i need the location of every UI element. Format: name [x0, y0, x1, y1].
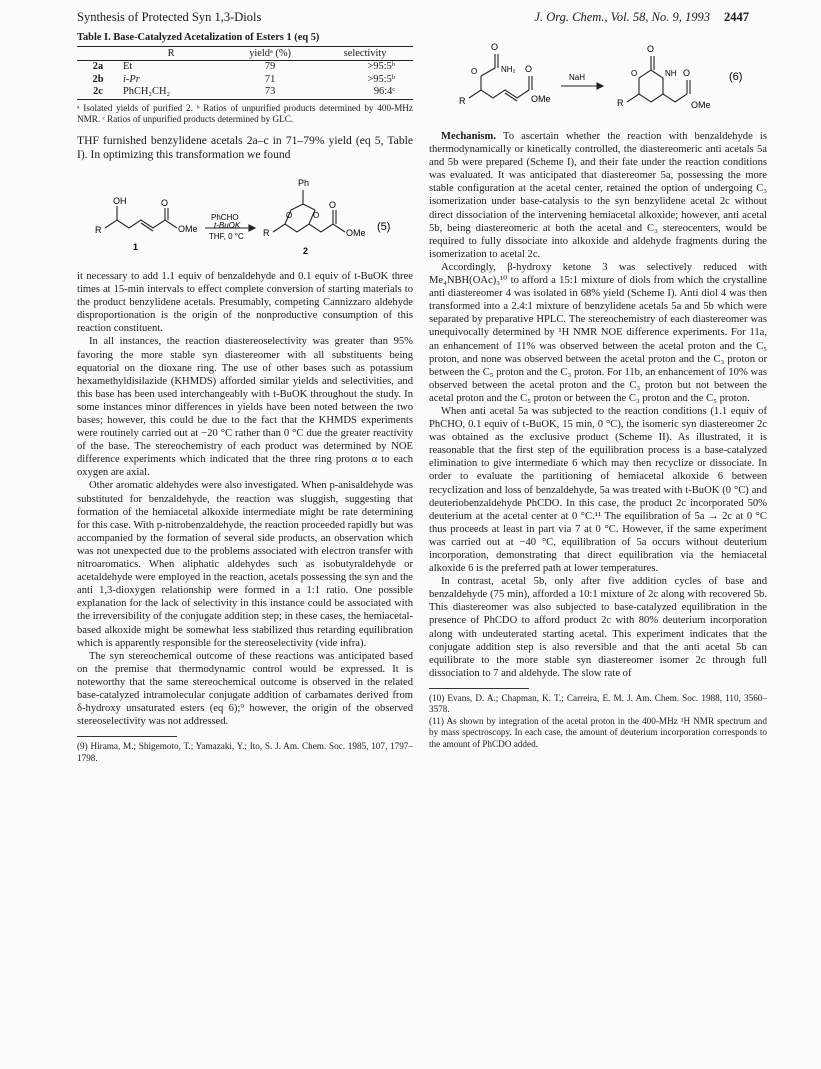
paragraph: In contrast, acetal 5b, only after five addition cycles of base and benzaldehyde (75 min), afforded a 10:1 mixture of 2c along with recovered 5b. This diastereomer was also subjected to base-catalyzed equilibration in the presence of PhCDO to afford product 2c with 80% deuterium incorporation along with undeuterated starting acetal. This experiment indicates that the conjugate addition step is also reversible and that the anti acetal 5b can equilibrate to the more stable syn diastereomer isomer 2c through full dissociation to 7 and aldehyde. The slow rate of — [429, 576, 767, 679]
row-selectivity: >95:5ᵇ — [367, 73, 395, 85]
ester-carbonyl-o-label: O — [525, 64, 533, 74]
footnote: (11) As shown by integration of the acetal proton in the 400-MHz ¹H NMR spectrum and by mass spectroscopy. In each case, the amount of deuterium incorporation corresponds to the amount of PhCDO added. — [429, 715, 767, 749]
footnote-divider — [77, 736, 177, 737]
row-selectivity: >95:5ᵇ — [367, 61, 395, 72]
reagent-nah: NaH — [569, 73, 586, 82]
ph-label: Ph — [298, 177, 310, 188]
compound-2-label: 2 — [303, 245, 309, 256]
table-footnotes: ᵃ Isolated yields of purified 2. ᵇ Ratios of unpurified products determined by 400-MHz NMR. ᶜ Ratios of unpurified products determined by GLC. — [77, 102, 413, 125]
ome-label: OMe — [178, 223, 198, 234]
col-header-yield: yieldᵃ (%) — [223, 47, 317, 61]
equation-5-number: (5) — [377, 220, 391, 233]
r-label-product: R — [263, 227, 270, 238]
carbonyl-o-label: O — [161, 197, 169, 208]
carbonyl-o-label: O — [491, 42, 499, 52]
row-id: 2c — [77, 86, 119, 99]
table-row — [77, 74, 413, 87]
carbonyl-o-label-product: O — [329, 199, 337, 210]
reagent-benzaldehyde: PhCHO — [211, 212, 239, 222]
row-yield: 73 — [223, 86, 317, 99]
table-label: Table I. — [77, 32, 111, 43]
product-ester-o-label: O — [683, 68, 691, 78]
ester-o-label: O — [471, 67, 478, 76]
table-row — [77, 61, 413, 74]
equation-6-scheme — [429, 30, 767, 122]
ome-label-product: OMe — [691, 100, 711, 110]
equation-6-number: (6) — [729, 71, 743, 83]
r-label-product: R — [617, 98, 624, 108]
footnote: (9) Hirama, M.; Shigemoto, T.; Yamazaki, Y.; Ito, S. J. Am. Chem. Soc. 1985, 107, 1797–1798. — [77, 741, 413, 763]
col-header-r: R — [119, 47, 223, 61]
equation-6-structure — [429, 30, 767, 122]
col-header-id — [77, 47, 119, 61]
paragraph-body: To ascertain whether the reaction with benzaldehyde is thermodynamically or kinetically controlled, the diastereomeric anti acetals 5a and 5b were prepared (Scheme I), and their fate under the reaction conditions was evaluated. It was anticipated that diastereomer 5a, possessing the more stable configuration at the acetal center, retained the option of undergoing C₃ isomerization under base-catalysis to the syn benzylidene acetal 2c without direct dissociation of the intervening hemiacetal alkoxide; however, anti acetal 5b, being diastereomeric at both the acetal and C₃ stereocenters, would be required to fully dissociate into alkoxide and aldehyde fragments during the isomerization to acetal 2c. — [429, 131, 767, 260]
ring-o-label-1: O — [286, 210, 293, 220]
running-header-title: Synthesis of Protected Syn 1,3-Diols — [77, 10, 262, 24]
row-selectivity: 96:4ᶜ — [317, 86, 413, 99]
footnote-divider — [429, 688, 529, 689]
col-header-selectivity: selectivity — [317, 47, 413, 61]
table-caption — [77, 32, 413, 43]
paragraph: THF furnished benzylidene acetals 2a–c in 71–79% yield (eq 5, Table I). In optimizing this transformation we found — [77, 133, 413, 161]
table-row — [77, 86, 413, 99]
table-title: Base-Catalyzed Acetalization of Esters 1 (eq 5) — [113, 32, 320, 43]
equation-5-structure — [77, 166, 413, 264]
running-header-journal — [534, 10, 749, 25]
row-r: PhCH₂CH₂ — [119, 86, 223, 99]
oh-label: OH — [113, 195, 127, 206]
row-id: 2a — [92, 61, 104, 72]
right-column — [429, 30, 767, 750]
paragraph: it necessary to add 1.1 equiv of benzaldehyde and 0.1 equiv of t-BuOK three times at 15-min intervals to effect complete conversion of starting materials to the product benzylidene acetals. Presumably, competing Cannizzaro aldehyde disproportionation is the origin of the nonproductive consumption of this reaction constituent. — [77, 270, 413, 335]
reaction-conditions: THF, 0 °C — [209, 231, 244, 241]
paragraph: In all instances, the reaction diastereoselectivity was greater than 95% favoring the more stable syn diastereomer with all substituents being equatorial on the dioxane ring. The use of other bases such as potassium hexamethyldisilazide (KHMDS) afforded similar yields and selectivities, and this base has been used interchangeably with t-BuOK throughout the study. In some instances minor differences in yields have been noted between the two bases; however, this could be due to the fact that the KHMDS experiments were routinely carried out at −20 °C rather than 0 °C due the greater reactivity of the base. The stereochemistry of each product was determined by NOE difference experiments which indicated that the three ring protons α to each oxygen are axial. — [77, 336, 413, 479]
left-column — [77, 30, 413, 764]
nh-label: NH — [665, 69, 677, 78]
ring-o-label-2: O — [313, 210, 320, 220]
paragraph: Accordingly, β-hydroxy ketone 3 was selectively reduced with Me₄NBH(OAc)₃¹⁰ to afford a 15:1 mixture of diols from which the crystalline anti diastereomer 4 was isolated in 68% yield (Scheme I). Anti diol 4 was then transformed into a 2.4:1 mixture of benzylidene acetals 5a and 5b which were separated by preparative HPLC. The stereochemistry of each diastereomer was unequivocally determined by ¹H NMR NOE difference experiments. For 11a, an enhancement of 11% was observed between the acetal proton and the C₅ proton, and none was observed between the acetal proton and the C₃ proton or between the C₅ proton and the C₃ proton. For 11b, an enhancement of 10% was observed between the acetal proton and the C₃ proton but not between the acetal proton and the C₅ proton or between the C₃ proton and the C₅ proton. — [429, 261, 767, 404]
row-id: 2b — [92, 73, 104, 85]
paragraph — [429, 130, 767, 261]
nh2-label: NH₂ — [501, 65, 516, 74]
compound-1-label: 1 — [133, 241, 139, 252]
ome-label-product: OMe — [346, 227, 366, 238]
row-r: i-Pr — [123, 73, 140, 85]
product-ring-o-label: O — [631, 69, 638, 78]
equation-5-scheme — [77, 166, 413, 264]
row-yield: 71 — [264, 73, 276, 85]
row-r: Et — [123, 61, 133, 72]
r-label: R — [95, 224, 102, 235]
row-yield: 79 — [264, 61, 276, 72]
paragraph: Other aromatic aldehydes were also investigated. When p-anisaldehyde was substituted for benzaldehyde, the reaction was sluggish, suggesting that formation of the hemiacetal alkoxide intermediate might be rate determining for this case. With p-nitrobenzaldehyde, the reaction proceeded rapidly but was accompanied by the formation of several side products, an observation which was not unexpected due to the problems associated with electron transfer with nitroaromatics. When aliphatic aldehydes such as isobutyraldehyde or acetaldehyde were employed in the reaction, acetals possessing the syn and the anti 1,3-dioxygen relationship were formed in a 1:1 ratio. One possible explanation for the lack of selectivity in this instance could be associated with the irreversibility of the conjugate addition step; in these cases, the hemiacetal-based alkoxide might be somewhat less stabilized thus retarding equilibration which is apparently responsible for the stereoselectivity (vide infra). — [77, 480, 413, 649]
reagent-base: t-BuOK — [214, 220, 241, 230]
paragraph: When anti acetal 5a was subjected to the reaction conditions (1.1 equiv of PhCHO, 0.1 equiv of t-BuOK, 15 min, 0 °C), the isomeric syn diastereomer 2c was obtained as the exclusive product (Scheme II). As illustrated, it is reasonable that the first step of the equilibration process is a base-catalyzed elimination to give intermediate 6 which may then recyclize or dissociate. In order to evaluate the partitioning of hemiacetal alkoxide 6 between recyclization and loss of benzaldehyde, 5a was treated with t-BuOK (0 °C) and deuteriobenzaldehyde PhCDO. In this case, the product 2c incorporated 50% deuterium at the acetal center at 0 °C.¹¹ The equilibration of 5a → 2c at 0 °C thus proceeds at least in part via 7 at 0 °C. However, if the same experiment was carried out at −40 °C, equilibration of 5a occurs without deuterium incorporation, demonstrating that direct equilibration via the hemiacetal alkoxide 6 is the preferred path at lower temperatures. — [429, 405, 767, 575]
paragraph: The syn stereochemical outcome of these reactions was anticipated based on the premise that thermodynamic control would be expressed. It is noteworthy that the same stereochemical outcome is observed in the related base-catalyzed intramolecular conjugate addition of carbamates derived from δ-hydroxy unsaturated esters (eq 6);⁹ however, the origin of the observed stereoselectivity was not addressed. — [77, 650, 413, 728]
table-esters — [77, 46, 413, 100]
ome-label: OMe — [531, 94, 551, 104]
section-lead: Mechanism. — [441, 131, 497, 142]
footnote: (10) Evans, D. A.; Chapman, K. T.; Carreira, E. M. J. Am. Chem. Soc. 1988, 110, 3560–3578. — [429, 692, 767, 715]
journal-citation: J. Org. Chem., Vol. 58, No. 9, 1993 — [534, 10, 710, 24]
table-header-row — [77, 47, 413, 61]
product-carbonyl-o-label: O — [647, 44, 655, 54]
r-label: R — [459, 96, 466, 106]
page-number: 2447 — [724, 10, 749, 24]
